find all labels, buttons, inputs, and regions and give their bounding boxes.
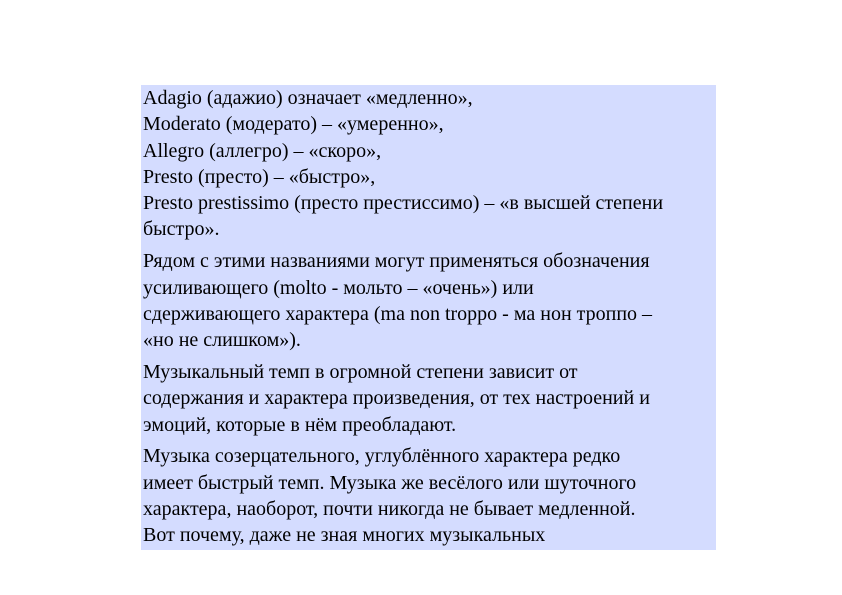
text-line: «но не слишком»). (143, 329, 301, 352)
text-line: усиливающего (molto - мольто – «очень») или (143, 276, 534, 299)
paragraph-modifiers (143, 248, 716, 353)
text-line: имеет быстрый темп. Музыка же весёлого или шуточного (143, 471, 637, 494)
text-line: эмоций, которые в нём преобладают. (143, 413, 457, 436)
paragraph-tempo-dependency (143, 359, 716, 438)
text-line: сдерживающего характера (ma non troppo - ма нон троппо – (143, 302, 653, 325)
text-block (141, 85, 716, 550)
text-line: Музыка созерцательного, углублённого характера редко (143, 445, 621, 468)
text-line: Музыкальный темп в огромной степени зависит от (143, 360, 578, 383)
text-line: Вот почему, даже не зная многих музыкальных (143, 524, 546, 547)
text-line: Рядом с этими названиями могут применяться обозначения (143, 250, 650, 273)
text-line: Moderato (модерато) – «умеренно», (143, 113, 444, 136)
paragraph-tempo-terms (143, 85, 716, 243)
text-line: содержания и характера произведения, от тех настроений и (143, 387, 650, 410)
text-line: характера, наоборот, почти никогда не бывает медленной. (143, 497, 636, 520)
text-line: Presto (престо) – «быстро», (143, 165, 376, 188)
text-line: Presto prestissimo (престо престиссимо) – «в высшей степени (143, 192, 664, 215)
paragraph-character (143, 443, 716, 548)
text-line: Adagio (адажио) означает «медленно», (143, 87, 473, 109)
text-line: быстро». (143, 218, 220, 241)
text-line: Allegro (аллегро) – «скоро», (143, 139, 382, 162)
